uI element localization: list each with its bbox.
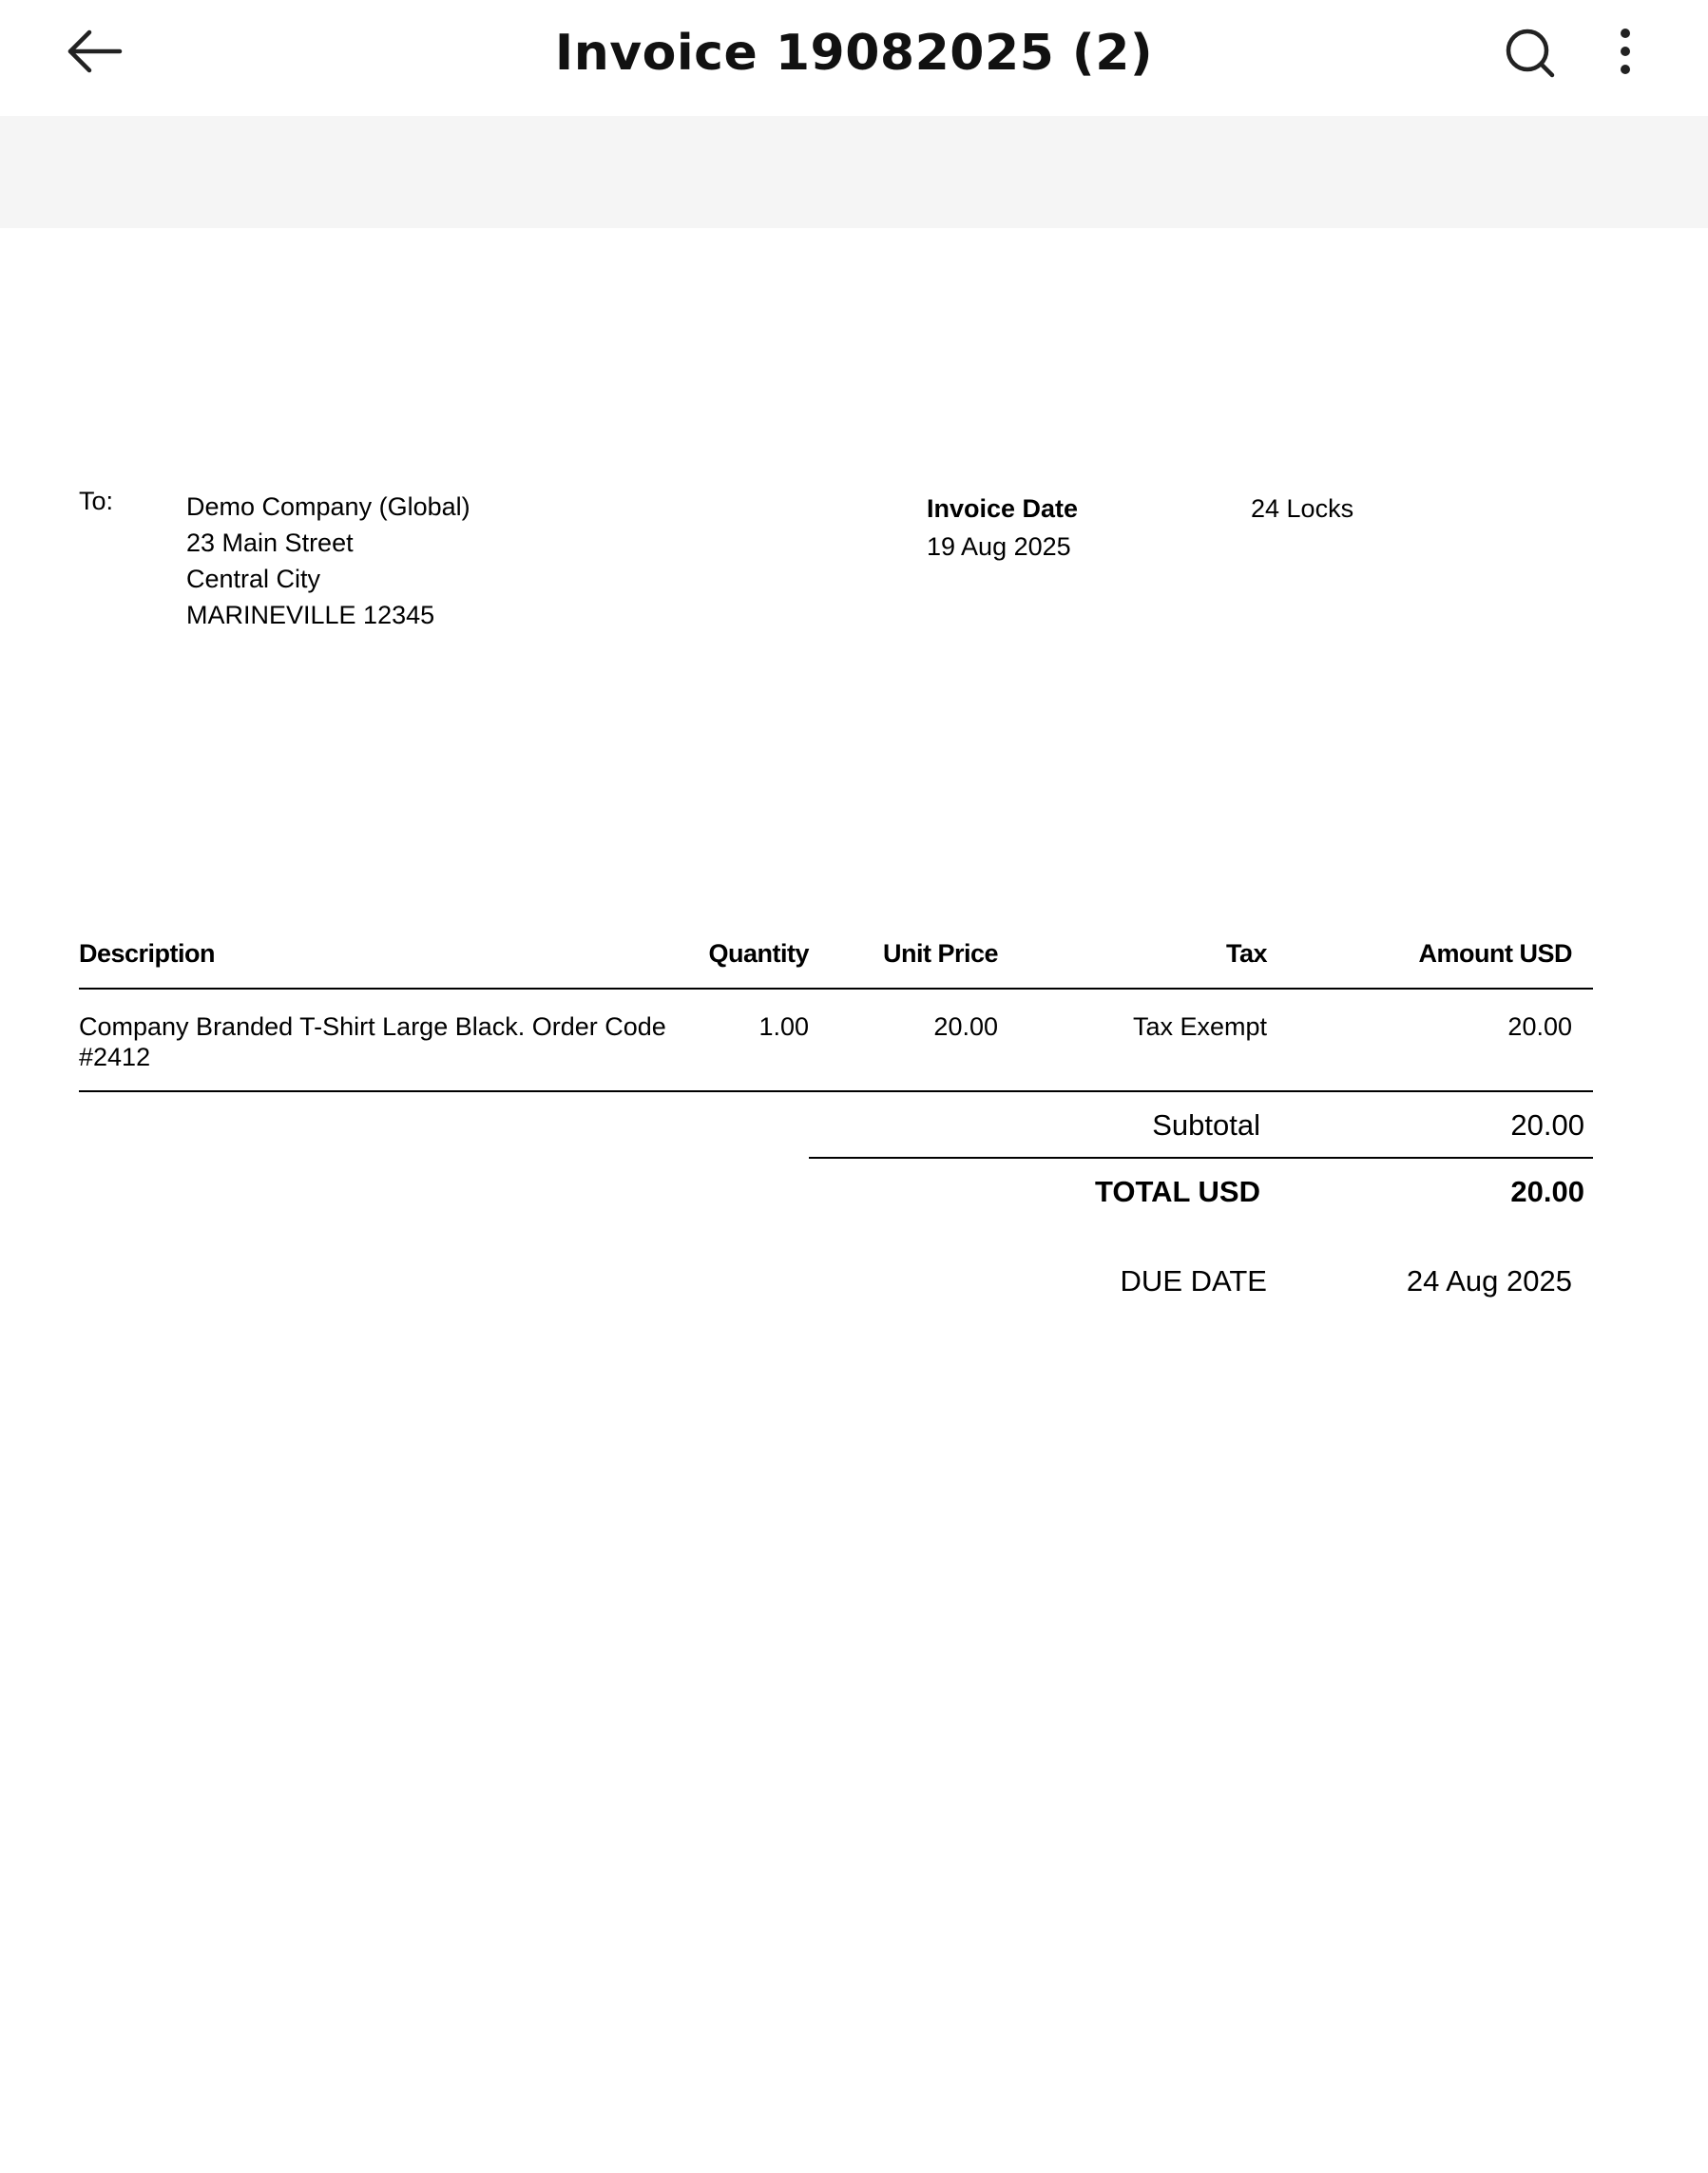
more-options-button[interactable] — [1606, 25, 1644, 82]
to-label: To: — [79, 487, 114, 515]
invoice-date-label: Invoice Date — [927, 494, 1079, 523]
billing-address — [186, 489, 470, 633]
column-header-description: Description — [79, 939, 216, 968]
invoice-document — [0, 228, 1708, 2173]
address-line: Central City — [186, 565, 321, 593]
invoice-date-value: 19 Aug 2025 — [927, 532, 1071, 561]
toolbar-strip — [0, 116, 1708, 228]
header-divider — [79, 988, 1593, 990]
description-line: #2412 — [79, 1043, 151, 1071]
column-header-quantity: Quantity — [708, 939, 809, 968]
column-header-tax: Tax — [1225, 939, 1267, 968]
due-date-value: 24 Aug 2025 — [1406, 1264, 1572, 1298]
description-line: Company Branded T-Shirt Large Black. Order Code — [79, 1012, 666, 1041]
more-vertical-icon — [1606, 25, 1644, 82]
address-line: Demo Company (Global) — [186, 492, 470, 521]
address-line: 23 Main Street — [186, 529, 354, 557]
page-title: Invoice 19082025 (2) — [554, 25, 1154, 82]
subtotal-divider — [809, 1157, 1593, 1159]
total-value: 20.00 — [1510, 1175, 1584, 1208]
table-row-description — [79, 1011, 687, 1072]
column-header-amount: Amount USD — [1418, 939, 1572, 968]
subtotal-label: Subtotal — [1152, 1108, 1260, 1142]
total-label: TOTAL USD — [1095, 1175, 1260, 1208]
supplier-name: 24 Locks — [1251, 494, 1354, 523]
due-date-label: DUE DATE — [1120, 1264, 1267, 1298]
search-icon — [1502, 25, 1559, 82]
column-header-unit-price: Unit Price — [882, 939, 998, 968]
subtotal-value: 20.00 — [1510, 1108, 1584, 1142]
table-row-unit-price: 20.00 — [933, 1012, 998, 1041]
row-divider — [79, 1090, 1593, 1092]
table-row-amount: 20.00 — [1507, 1012, 1572, 1041]
address-line: MARINEVILLE 12345 — [186, 601, 435, 629]
table-row-quantity: 1.00 — [758, 1012, 809, 1041]
app-bar — [0, 0, 1708, 116]
table-row-tax: Tax Exempt — [1132, 1012, 1267, 1041]
search-button[interactable] — [1502, 25, 1559, 82]
